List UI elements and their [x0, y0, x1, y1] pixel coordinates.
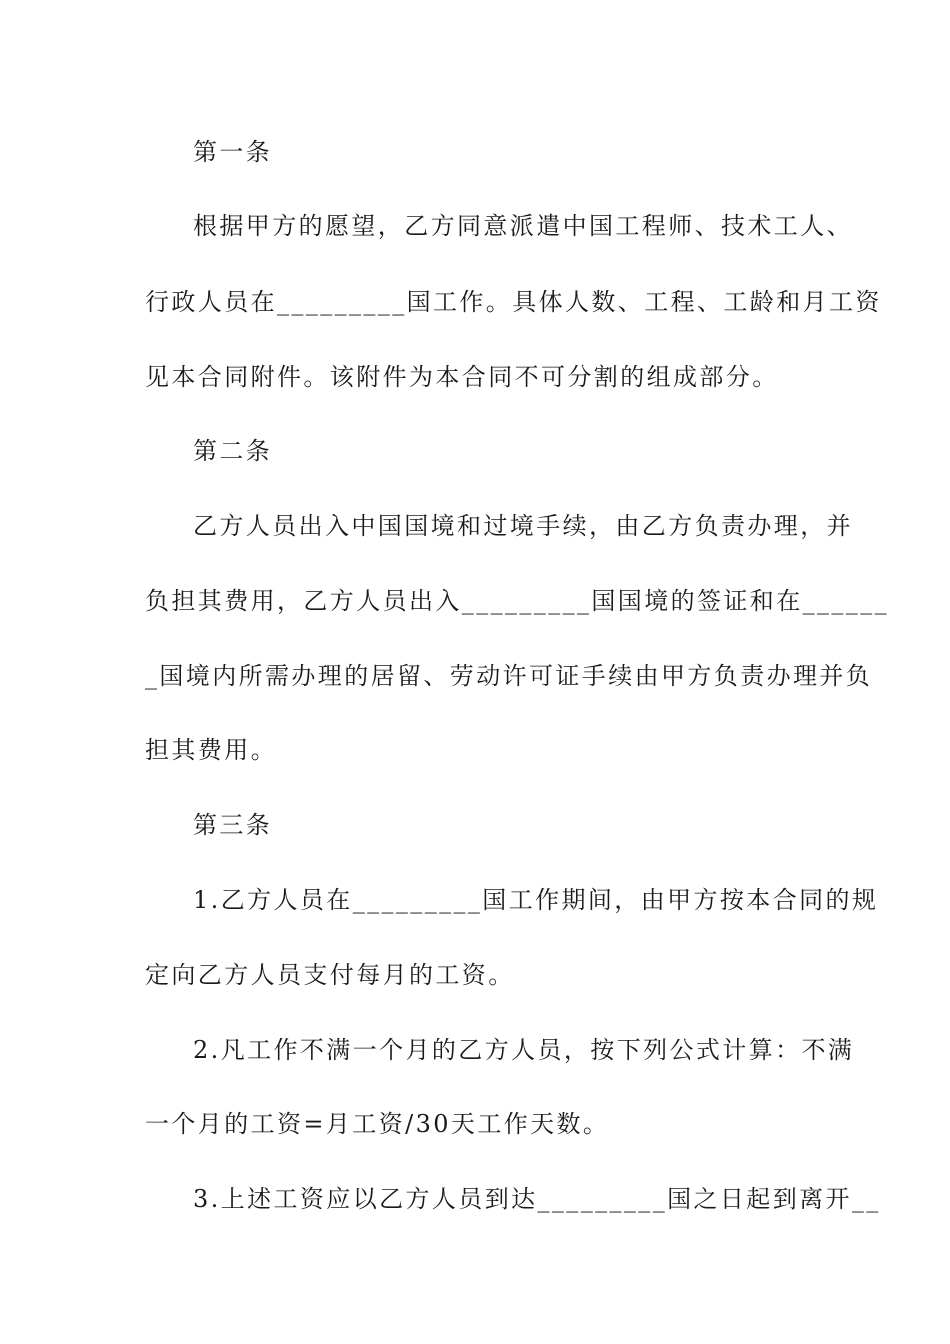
article-1-text-line: 见本合同附件。该附件为本合同不可分割的组成部分。 — [145, 363, 779, 391]
article-3-item-2-line: 一个月的工资=月工资/30天工作天数。 — [145, 1110, 610, 1138]
article-3-heading: 第三条 — [193, 811, 273, 839]
article-1-heading: 第一条 — [193, 138, 273, 166]
article-1-text-line: 行政人员在_________国工作。具体人数、工程、工龄和月工资 — [145, 288, 882, 316]
article-3-item-2-line: 2.凡工作不满一个月的乙方人员，按下列公式计算：不满 — [193, 1036, 855, 1064]
article-3-item-1-line: 定向乙方人员支付每月的工资。 — [145, 961, 515, 989]
article-2-text-line: 乙方人员出入中国国境和过境手续，由乙方负责办理，并 — [193, 512, 853, 540]
article-2-text-line: 负担其费用，乙方人员出入_________国国境的签证和在______ — [145, 587, 889, 615]
article-2-heading: 第二条 — [193, 437, 273, 465]
article-2-text-line: 担其费用。 — [145, 736, 277, 764]
article-2-text-line: _国境内所需办理的居留、劳动许可证手续由甲方负责办理并负 — [145, 662, 873, 690]
article-3-item-1-line: 1.乙方人员在_________国工作期间，由甲方按本合同的规 — [193, 886, 879, 914]
article-1-text-line: 根据甲方的愿望，乙方同意派遣中国工程师、技术工人、 — [193, 212, 853, 240]
article-3-item-3-line: 3.上述工资应以乙方人员到达_________国之日起到离开__ — [193, 1185, 881, 1213]
